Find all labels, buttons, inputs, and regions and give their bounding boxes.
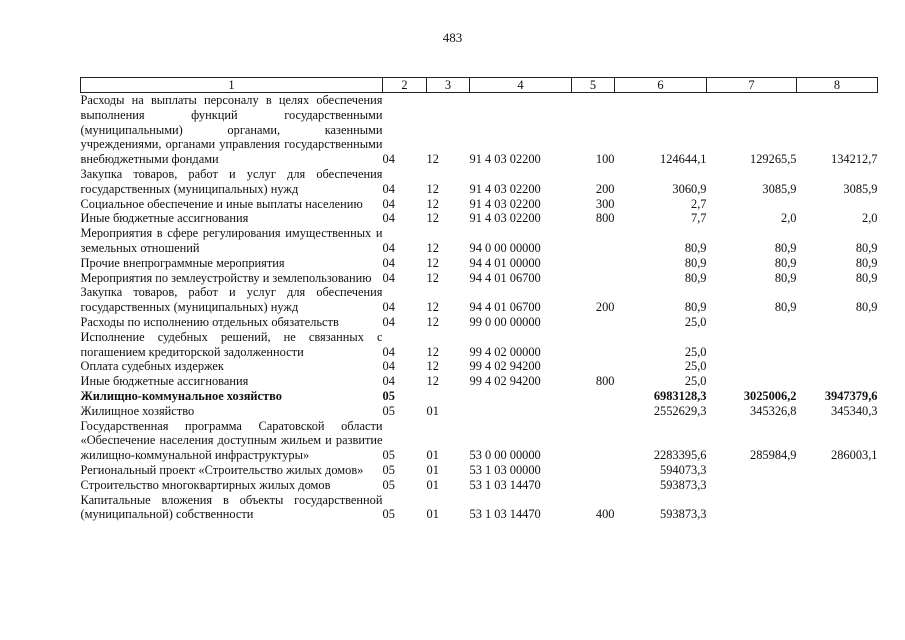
- row-target-article: 99 4 02 94200: [469, 359, 541, 374]
- column-number-row: [81, 78, 878, 93]
- row-target-article: [470, 389, 572, 404]
- row-subsection-code: 12: [426, 152, 439, 167]
- row-amount-col6: 124644,1: [660, 152, 707, 167]
- row-name: Государственная программа Саратовской области «Обеспечение населения доступным жильем и развитие жилищно-коммунальной инфраструктуры»: [80, 418, 383, 463]
- row-expense-type: [572, 389, 615, 404]
- row-name: Иные бюджетные ассигнования: [80, 374, 249, 389]
- row-section-code: 04: [382, 240, 395, 255]
- row-amount-col7: 3085,9: [762, 181, 797, 196]
- column-number: 4: [470, 78, 572, 93]
- row-section-code: 05: [382, 507, 395, 522]
- row-amount-col8: [797, 315, 878, 330]
- row-expense-type: [572, 271, 615, 286]
- row-expense-type: [572, 463, 615, 478]
- row-expense-type: [572, 478, 615, 493]
- row-amount-col6: 80,9: [684, 270, 707, 285]
- row-section-code: 04: [382, 255, 395, 270]
- table-row: [81, 285, 878, 315]
- row-expense-type: 300: [595, 196, 615, 211]
- row-section-code: 04: [382, 270, 395, 285]
- table-row: [81, 211, 878, 226]
- row-section-code: 04: [382, 359, 395, 374]
- row-name: Мероприятия в сфере регулирования имущественных и земельных отношений: [80, 226, 383, 255]
- row-section-code: 05: [382, 403, 395, 418]
- row-name: Иные бюджетные ассигнования: [80, 211, 249, 226]
- row-expense-type: 200: [595, 181, 615, 196]
- row-subsection-code: 12: [426, 344, 439, 359]
- row-target-article: 94 4 01 06700: [469, 270, 541, 285]
- row-amount-col8: 345340,3: [831, 403, 878, 418]
- row-name: Социальное обеспечение и иные выплаты населению: [80, 196, 363, 211]
- row-section-code: 04: [382, 300, 395, 315]
- row-amount-col6: 6983128,3: [653, 388, 707, 403]
- row-amount-col8: 286003,1: [831, 448, 878, 463]
- row-amount-col6: 2,7: [691, 196, 707, 211]
- page-number: 483: [442, 30, 463, 45]
- row-target-article: 53 1 03 14470: [469, 507, 541, 522]
- table-row: [81, 167, 878, 197]
- table-body: [81, 93, 878, 523]
- row-subsection-code: 12: [426, 314, 439, 329]
- row-subsection-code: [427, 389, 470, 404]
- row-name: Оплата судебных издержек: [80, 359, 224, 374]
- row-target-article: 99 0 00 00000: [469, 314, 541, 329]
- row-subsection-code: 12: [426, 211, 439, 226]
- row-amount-col7: [707, 315, 797, 330]
- row-section-code: 04: [382, 374, 395, 389]
- row-amount-col7: 80,9: [774, 270, 797, 285]
- row-amount-col6: 2283395,6: [653, 448, 707, 463]
- row-expense-type: [572, 359, 615, 374]
- row-name: Капитальные вложения в объекты государственной (муниципальной) собственности: [80, 492, 383, 522]
- row-target-article: 53 0 00 00000: [469, 448, 541, 463]
- table-row: [81, 315, 878, 330]
- row-amount-col6: 3060,9: [672, 181, 707, 196]
- row-section-code: 04: [382, 344, 395, 359]
- row-target-article: 53 1 03 00000: [469, 462, 541, 477]
- row-amount-col8: [797, 330, 878, 360]
- row-subsection-code: 12: [426, 300, 439, 315]
- column-number: 3: [427, 78, 470, 93]
- row-amount-col8: [797, 463, 878, 478]
- row-name: Жилищно-коммунальное хозяйство: [80, 388, 282, 403]
- column-number: 6: [615, 78, 707, 93]
- row-name: Прочие внепрограммные мероприятия: [80, 255, 285, 270]
- row-target-article: 91 4 03 02200: [469, 211, 541, 226]
- row-section-code: 04: [382, 314, 395, 329]
- column-number: 7: [707, 78, 797, 93]
- row-amount-col8: 2,0: [862, 211, 878, 226]
- row-amount-col8: [797, 374, 878, 389]
- row-amount-col8: 134212,7: [831, 152, 878, 167]
- row-section-code: 05: [382, 462, 395, 477]
- row-subsection-code: 12: [426, 240, 439, 255]
- row-target-article: 91 4 03 02200: [469, 152, 541, 167]
- row-amount-col8: 80,9: [855, 240, 878, 255]
- row-subsection-code: 01: [426, 448, 439, 463]
- table-row: [81, 374, 878, 389]
- row-amount-col7: [707, 330, 797, 360]
- row-target-article: 94 4 01 06700: [469, 300, 541, 315]
- row-subsection-code: 01: [426, 507, 439, 522]
- row-amount-col8: 3085,9: [843, 181, 878, 196]
- table-row: [81, 256, 878, 271]
- row-amount-col6: 2552629,3: [653, 403, 707, 418]
- row-section-code: 05: [382, 477, 395, 492]
- table-row: [81, 493, 878, 523]
- row-name: Исполнение судебных решений, не связанных с погашением кредиторской задолженности: [80, 329, 383, 359]
- row-section-code: 04: [382, 211, 395, 226]
- table-row: [81, 271, 878, 286]
- row-subsection-code: 01: [426, 477, 439, 492]
- row-subsection-code: 12: [426, 359, 439, 374]
- row-amount-col6: 80,9: [684, 300, 707, 315]
- row-name: Мероприятия по землеустройству и землепользованию: [80, 270, 372, 285]
- row-amount-col8: 80,9: [855, 300, 878, 315]
- row-section-code: 04: [382, 196, 395, 211]
- table-row: [81, 226, 878, 256]
- row-target-article: 53 1 03 14470: [469, 477, 541, 492]
- row-amount-col6: 593873,3: [660, 507, 707, 522]
- row-target-article: [470, 404, 572, 419]
- row-amount-col6: 25,0: [684, 314, 707, 329]
- row-subsection-code: 01: [426, 403, 439, 418]
- row-amount-col6: 25,0: [684, 374, 707, 389]
- row-expense-type: [572, 256, 615, 271]
- row-amount-col7: [707, 478, 797, 493]
- budget-table: [80, 77, 878, 522]
- row-amount-col7: 285984,9: [750, 448, 797, 463]
- row-subsection-code: 12: [426, 181, 439, 196]
- row-expense-type: [572, 226, 615, 256]
- table-row: [81, 419, 878, 463]
- table-row: [81, 404, 878, 419]
- row-amount-col8: 3947379,6: [824, 388, 878, 403]
- row-amount-col6: 25,0: [684, 344, 707, 359]
- row-amount-col6: 594073,3: [660, 462, 707, 477]
- column-number: 2: [383, 78, 427, 93]
- row-amount-col6: 7,7: [691, 211, 707, 226]
- row-name: Региональный проект «Строительство жилых домов»: [80, 462, 364, 477]
- row-name: Жилищное хозяйство: [80, 403, 195, 418]
- column-number: 8: [797, 78, 878, 93]
- row-amount-col7: 2,0: [781, 211, 797, 226]
- row-expense-type: 800: [595, 374, 615, 389]
- row-name: Закупка товаров, работ и услуг для обеспечения государственных (муниципальных) нужд: [80, 166, 383, 196]
- row-subsection-code: 01: [426, 462, 439, 477]
- row-section-code: 05: [382, 388, 395, 403]
- row-target-article: 91 4 03 02200: [469, 181, 541, 196]
- row-expense-type: 800: [595, 211, 615, 226]
- row-expense-type: [572, 330, 615, 360]
- row-target-article: 94 0 00 00000: [469, 240, 541, 255]
- row-amount-col8: [797, 359, 878, 374]
- table-row: [81, 478, 878, 493]
- table-row: [81, 197, 878, 212]
- row-amount-col6: 25,0: [684, 359, 707, 374]
- column-number: 5: [572, 78, 615, 93]
- table-row: [81, 359, 878, 374]
- table-row: [81, 463, 878, 478]
- table-row: [81, 389, 878, 404]
- row-amount-col8: 80,9: [855, 270, 878, 285]
- row-name: Строительство многоквартирных жилых домов: [80, 477, 331, 492]
- row-expense-type: 100: [595, 152, 615, 167]
- row-amount-col8: [797, 197, 878, 212]
- row-amount-col7: 80,9: [774, 255, 797, 270]
- table-row: [81, 330, 878, 360]
- row-amount-col7: 80,9: [774, 240, 797, 255]
- row-target-article: 91 4 03 02200: [469, 196, 541, 211]
- row-expense-type: [572, 419, 615, 463]
- row-expense-type: 200: [595, 300, 615, 315]
- row-amount-col7: [707, 359, 797, 374]
- row-target-article: 99 4 02 94200: [469, 374, 541, 389]
- row-amount-col7: [707, 463, 797, 478]
- row-amount-col8: 80,9: [855, 255, 878, 270]
- row-subsection-code: 12: [426, 255, 439, 270]
- row-amount-col7: 80,9: [774, 300, 797, 315]
- table-row: [81, 93, 878, 167]
- row-amount-col7: 345326,8: [750, 403, 797, 418]
- row-amount-col8: [797, 478, 878, 493]
- row-amount-col8: [797, 493, 878, 523]
- row-amount-col6: 593873,3: [660, 477, 707, 492]
- row-expense-type: [572, 315, 615, 330]
- row-subsection-code: 12: [426, 196, 439, 211]
- row-subsection-code: 12: [426, 270, 439, 285]
- row-target-article: 94 4 01 00000: [469, 255, 541, 270]
- row-section-code: 04: [382, 181, 395, 196]
- row-amount-col7: 129265,5: [750, 152, 797, 167]
- column-number: 1: [81, 78, 383, 93]
- row-amount-col7: 3025006,2: [743, 388, 797, 403]
- row-expense-type: [572, 404, 615, 419]
- row-name: Расходы по исполнению отдельных обязательств: [80, 314, 339, 329]
- row-name: Расходы на выплаты персоналу в целях обеспечения выполнения функций государственными (муниципальными) органами, казенными учреждениями, органами управления государственными внебюджетными фондами: [80, 93, 383, 167]
- row-target-article: 99 4 02 00000: [469, 344, 541, 359]
- row-section-code: 04: [382, 152, 395, 167]
- row-amount-col7: [707, 493, 797, 523]
- row-amount-col7: [707, 197, 797, 212]
- row-expense-type: 400: [595, 507, 615, 522]
- row-amount-col6: 80,9: [684, 255, 707, 270]
- row-amount-col7: [707, 374, 797, 389]
- row-name: Закупка товаров, работ и услуг для обеспечения государственных (муниципальных) нужд: [80, 285, 383, 315]
- row-subsection-code: 12: [426, 374, 439, 389]
- row-amount-col6: 80,9: [684, 240, 707, 255]
- row-section-code: 05: [382, 448, 395, 463]
